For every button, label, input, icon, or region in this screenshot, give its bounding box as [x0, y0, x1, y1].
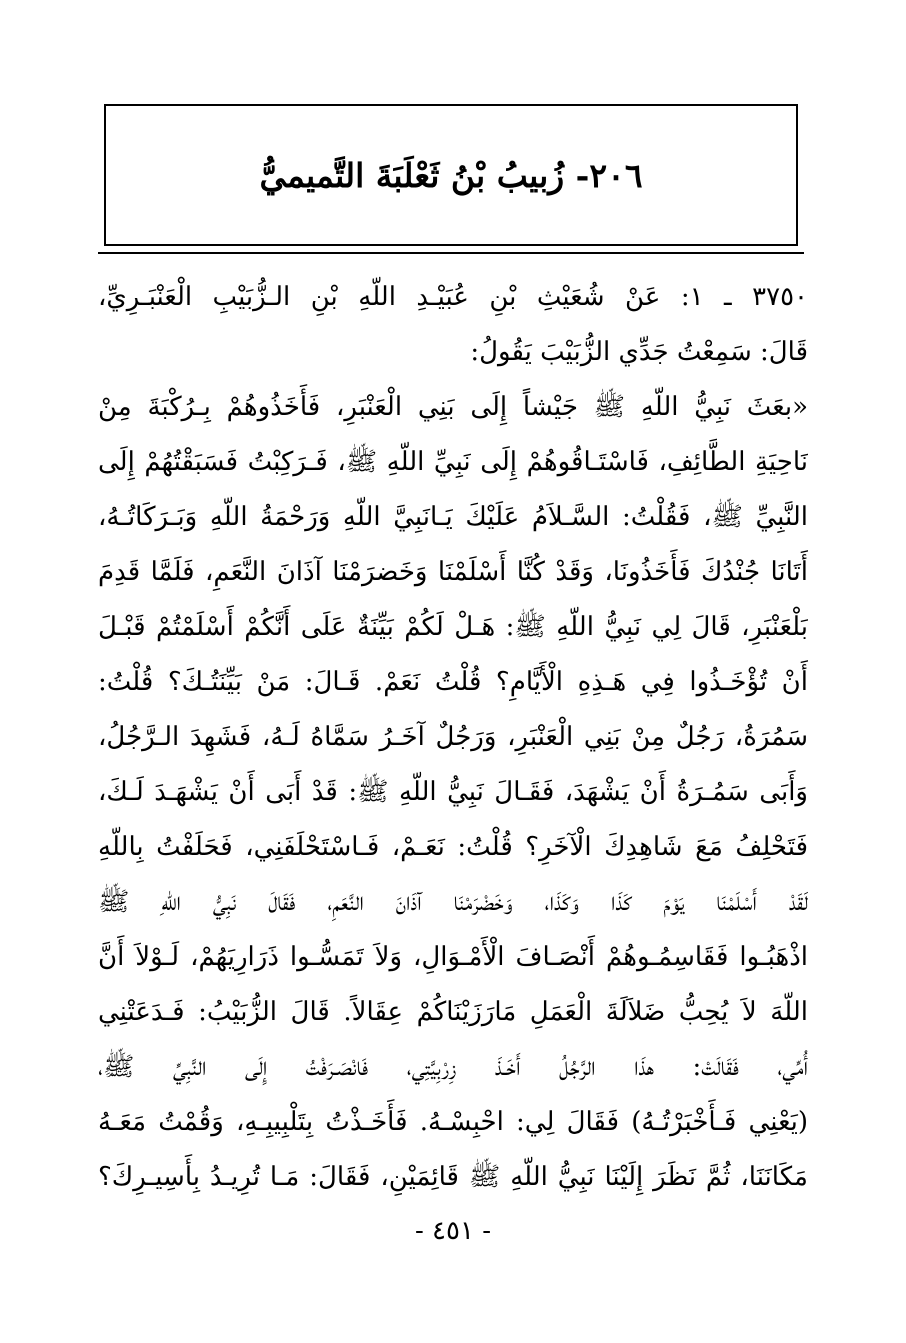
text-line: أَنْ تُؤْخَـذُوا فِي هَـذِهِ الْأَيَّامِ؟ قُلْتُ نَعَمْ. قَـالَ: مَنْ بَيِّنَتُـكَ؟ قُلْتُ: — [98, 667, 808, 697]
text-line: سَمُرَةُ، رَجُلٌ مِنْ بَنِي الْعَنْبَرِ، وَرَجُلٌ آخَـرُ سَمَّاهُ لَـهُ، فَشَهِدَ الـرَّجُلُ، — [98, 722, 808, 752]
text-line: اذْهَبُـوا فَقَاسِمُـوهُمْ أَنْصَـافَ الْأَمْـوَالِ، وَلاَ تَمَسُّـوا ذَرَارِيَهُمْ، لَـوْلاَ أَنَّ — [98, 942, 808, 972]
text-line: (يَعْنِي فَـأَخْبَرْتُـهُ) فَقَالَ لِي: احْبِسْـهُ. فَأَخَـذْتُ بِتَلْبِيبِـهِ، وَقُمْتُ مَعَـهُ — [98, 1107, 808, 1137]
hadith-text — [98, 270, 808, 1205]
text-line: النَّبِيِّ ﷺ، فَقُلْتُ: السَّـلاَمُ عَلَيْكَ يَـانَبِيَّ اللّهِ وَرَحْمَةُ اللّهِ وَبَـرَكَاتُـهُ، — [98, 502, 808, 532]
page-title: ٢٠٦- زُبيبُ بْنُ ثَعْلَبَةَ التَّميميُّ — [259, 155, 643, 195]
text-line: لَقَدْ أَسْلَمْنَا يَوْمَ كَذَا وَكَذَا، وَخَضْرَمْنَا آذَانَ النَّعَمِ، فَقَالَ نَبِيُّ اللّهِ ﷺ — [98, 887, 808, 917]
text-line: مَكَانَنَا، ثُمَّ نَظَرَ إِلَيْنَا نَبِيُّ اللّهِ ﷺ قَائِمَيْنِ، فَقَالَ: مَـا تُرِيـدُ بِأَسِيـرِكَ؟ — [98, 1162, 808, 1192]
text-line: اللّهَ لاَ يُحِبُّ ضَلاَلَةَ الْعَمَلِ مَارَزَيْنَاكُمْ عِقَالاً. قَالَ الزُّبَيْبُ: فَـدَعَتْنِي — [98, 997, 808, 1027]
text-line: بَلْعَنْبَرِ، قَالَ لِي نَبِيُّ اللّهِ ﷺ: هَـلْ لَكُمْ بَيِّنَةٌ عَلَى أَنَّكُمْ أَسْلَمْتُمْ قَبْـلَ — [98, 612, 808, 642]
text-line: ٣٧٥٠ ـ ١: عَنْ شُعَيْثِ بْنِ عُبَيْـدِ اللّهِ بْنِ الـزُّبَيْبِ الْعَنْبَـرِيِّ، — [98, 282, 808, 312]
text-line: وَأَبَى سَمُـرَةُ أَنْ يَشْهَدَ، فَقَـالَ نَبِيُّ اللّهِ ﷺ: قَدْ أَبَى أَنْ يَشْهَـدَ لَـكَ، — [98, 777, 808, 807]
page-number: - ٤٥١ - — [414, 1216, 492, 1246]
horizontal-rule — [98, 252, 804, 254]
text-line: أَتَانَا جُنْدُكَ فَأَخَذُونَا، وَقَدْ كُنَّا أَسْلَمْنَا وَخَضرَمْنَا آذَانَ النَّعَمِ، فَلَمَّا قَدِمَ — [98, 557, 808, 587]
text-line: نَاحِيَةِ الطَّائِفِ، فَاسْتَـاقُوهُمْ إِلَى نَبِيِّ اللّهِ ﷺ، فَـرَكِبْتُ فَسَبَقْتُهُمْ إِلَى — [98, 447, 808, 477]
text-line: فَتَحْلِفُ مَعَ شَاهِدِكَ الْآخَرِ؟ قُلْتُ: نَعَـمْ، فَـاسْتَحْلَفَنِي، فَحَلَفْتُ بِاللّهِ — [98, 832, 808, 862]
title-box — [104, 104, 798, 246]
text-line: أُمِّي، فَقَالَتْ: هذَا الرَّجُلُ أَخَـذَ زِرْبِيَّتِي، فَانْصَـرَفْتُ إِلَى النَّبِيِّ ﷺ، — [98, 1052, 808, 1082]
text-line: «بعَثَ نَبِيُّ اللّهِ ﷺ جَيْشاً إِلَى بَنِي الْعَنْبَرِ، فَأَخَذُوهُمْ بِـرُكْبَةَ مِنْ — [98, 392, 808, 422]
text-line: قَالَ: سَمِعْتُ جَدِّي الزُّبَيْبَ يَقُولُ: — [470, 337, 808, 367]
